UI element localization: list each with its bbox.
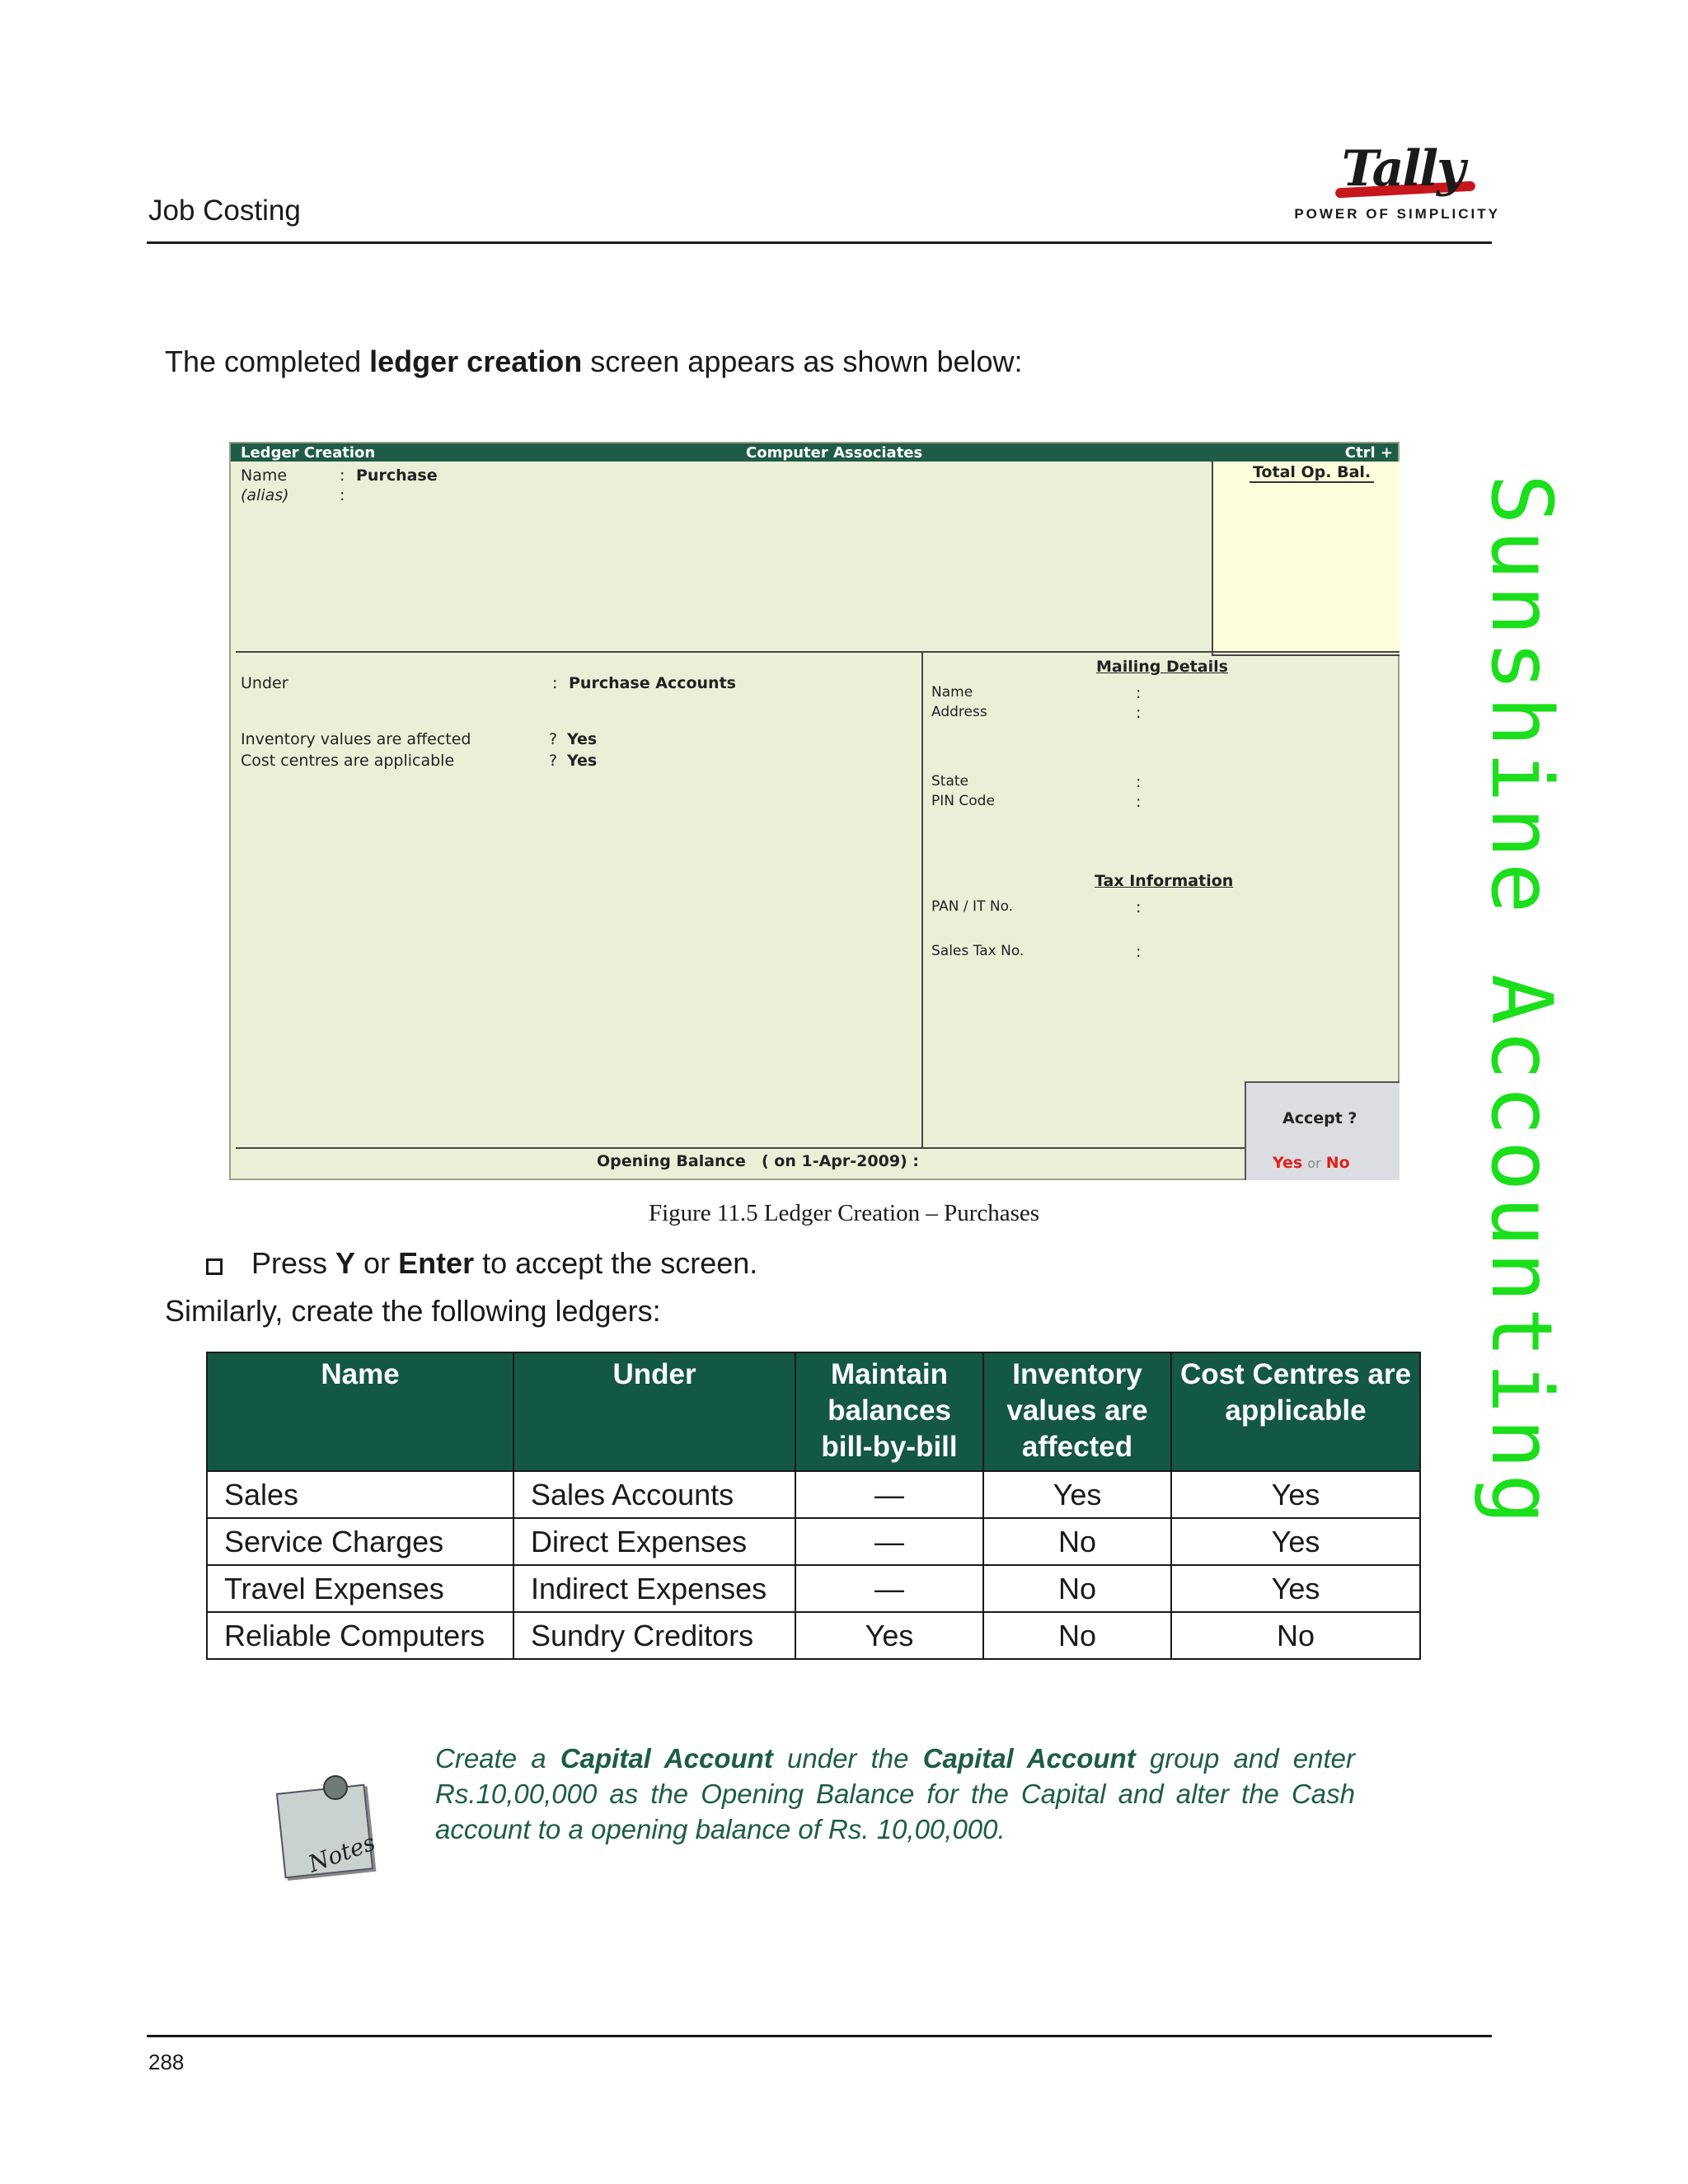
notes-icon-word: Notes (304, 1828, 379, 1878)
press-text-2: or (355, 1246, 399, 1280)
bullet-square-icon (206, 1258, 223, 1275)
sales-tax-label: Sales Tax No. (931, 943, 1025, 959)
pan-label: PAN / IT No. (931, 898, 1014, 915)
watermark-text: Sunshine Accounting (1472, 474, 1570, 1530)
footer-divider (147, 2035, 1492, 2037)
opening-balance-date: ( on 1-Apr-2009) : (762, 1152, 919, 1170)
mail-address-label: Address (931, 704, 987, 720)
screen-title-bar (231, 443, 1398, 462)
intro-bold: ledger creation (369, 344, 583, 378)
screen-title-ctrl: Ctrl + (1344, 444, 1393, 462)
section-title: Job Costing (148, 194, 301, 227)
col-header-name: Name (207, 1352, 513, 1471)
total-op-bal-label: Total Op. Bal. (1250, 463, 1374, 483)
mail-pin-colon: : (1136, 793, 1142, 811)
header-divider (147, 241, 1492, 244)
table-row (207, 1565, 1420, 1612)
mail-state-colon: : (1136, 773, 1142, 791)
cell-cost-centres: Yes (1171, 1471, 1420, 1518)
mailing-details-heading: Mailing Details (1096, 658, 1228, 676)
notes-text (435, 1741, 1355, 1847)
intro-text-1: The completed (165, 344, 370, 378)
cell-inventory: No (983, 1612, 1171, 1659)
mail-name-label: Name (931, 684, 973, 701)
accept-dialog (1245, 1081, 1400, 1180)
cell-inventory: Yes (983, 1471, 1171, 1518)
cell-name: Sales (207, 1471, 513, 1518)
accept-no-button[interactable]: No (1325, 1154, 1350, 1172)
tax-information-heading: Tax Information (1095, 872, 1234, 890)
alias-label: (alias) (241, 486, 289, 504)
notes-paper-icon (276, 1784, 379, 1879)
cost-centres-field[interactable]: Yes (567, 752, 598, 770)
pan-colon: : (1136, 898, 1142, 916)
alias-colon: : (340, 486, 345, 504)
press-key-y: Y (335, 1246, 356, 1280)
page-number: 288 (148, 2050, 185, 2074)
under-field[interactable]: Purchase Accounts (569, 674, 736, 692)
mail-address-colon: : (1136, 704, 1142, 722)
screen-divider-vertical (921, 651, 923, 1149)
intro-text-2: screen appears as shown below: (582, 344, 1023, 378)
cell-inventory: No (983, 1565, 1171, 1612)
press-key-enter: Enter (398, 1246, 475, 1280)
mail-name-colon: : (1136, 684, 1142, 702)
notes-text-3: group and enter Rs.10,00,000 as the Opening Balance for the Capital and alter the Cash account to a opening balance of Rs. 10,00,000. (435, 1743, 1355, 1844)
cell-under: Sales Accounts (513, 1471, 795, 1518)
notes-icon (275, 1772, 379, 1878)
notes-bold-2: Capital Account (922, 1743, 1136, 1774)
sales-tax-colon: : (1136, 943, 1142, 961)
screen-divider-top-right (1212, 651, 1400, 653)
cell-name: Travel Expenses (207, 1565, 513, 1612)
cell-cost-centres: No (1171, 1612, 1420, 1659)
cell-bill-by-bill: — (795, 1471, 983, 1518)
ledger-creation-screen (229, 442, 1400, 1180)
intro-paragraph (165, 344, 1023, 379)
notes-text-1: Create a (435, 1743, 560, 1774)
screen-title-left: Ledger Creation (241, 444, 376, 462)
name-colon: : (340, 466, 345, 485)
col-header-under: Under (513, 1352, 795, 1471)
similarly-text: Similarly, create the following ledgers: (165, 1294, 661, 1328)
press-instruction (251, 1246, 757, 1281)
col-header-inventory: Inventory values are affected (983, 1352, 1171, 1471)
screen-divider-top (236, 651, 1212, 653)
mail-pin-label: PIN Code (931, 793, 995, 809)
cell-name: Service Charges (207, 1518, 513, 1565)
press-text-1: Press (251, 1246, 336, 1280)
cost-centres-question: ? (549, 752, 558, 770)
table-row (207, 1471, 1420, 1518)
accept-yes-button[interactable]: Yes (1273, 1154, 1303, 1172)
notes-text-2: under the (772, 1743, 923, 1774)
under-label: Under (241, 674, 288, 692)
figure-caption: Figure 11.5 Ledger Creation – Purchases (648, 1200, 1040, 1226)
cell-cost-centres: Yes (1171, 1565, 1420, 1612)
name-field[interactable]: Purchase (356, 466, 438, 485)
logo-word: Tally (1341, 140, 1464, 198)
logo-tagline: POWER OF SIMPLICITY (1294, 206, 1500, 222)
pushpin-icon (323, 1775, 348, 1800)
under-colon: : (552, 674, 558, 692)
cell-bill-by-bill: Yes (795, 1612, 983, 1659)
cell-bill-by-bill: — (795, 1518, 983, 1565)
accept-question: Accept ? (1282, 1109, 1357, 1127)
cost-centres-label: Cost centres are applicable (241, 752, 455, 770)
cell-name: Reliable Computers (207, 1612, 513, 1659)
table-row (207, 1518, 1420, 1565)
total-op-bal-panel (1212, 462, 1400, 656)
cell-inventory: No (983, 1518, 1171, 1565)
cell-under: Indirect Expenses (513, 1565, 795, 1612)
accept-or-text: or (1307, 1155, 1321, 1171)
inventory-label: Inventory values are affected (241, 730, 471, 748)
mail-state-label: State (931, 773, 968, 790)
screen-divider-bottom (236, 1147, 1245, 1149)
name-label: Name (241, 466, 288, 485)
col-header-cost-centres: Cost Centres are applicable (1171, 1352, 1420, 1471)
press-text-3: to accept the screen. (474, 1246, 758, 1280)
col-header-bill-by-bill: Maintain balances bill-by-bill (795, 1352, 983, 1471)
cell-under: Direct Expenses (513, 1518, 795, 1565)
ledgers-table (206, 1352, 1421, 1660)
table-header-row (207, 1352, 1420, 1471)
inventory-question: ? (549, 730, 558, 748)
inventory-field[interactable]: Yes (567, 730, 598, 748)
accept-options (1273, 1154, 1350, 1172)
opening-balance-label: Opening Balance (597, 1152, 746, 1170)
table-row (207, 1612, 1420, 1659)
notes-bold-1: Capital Account (560, 1743, 773, 1774)
cell-cost-centres: Yes (1171, 1518, 1420, 1565)
cell-under: Sundry Creditors (513, 1612, 795, 1659)
screen-title-company: Computer Associates (746, 444, 923, 462)
cell-bill-by-bill: — (795, 1565, 983, 1612)
tally-logo (1286, 140, 1500, 223)
